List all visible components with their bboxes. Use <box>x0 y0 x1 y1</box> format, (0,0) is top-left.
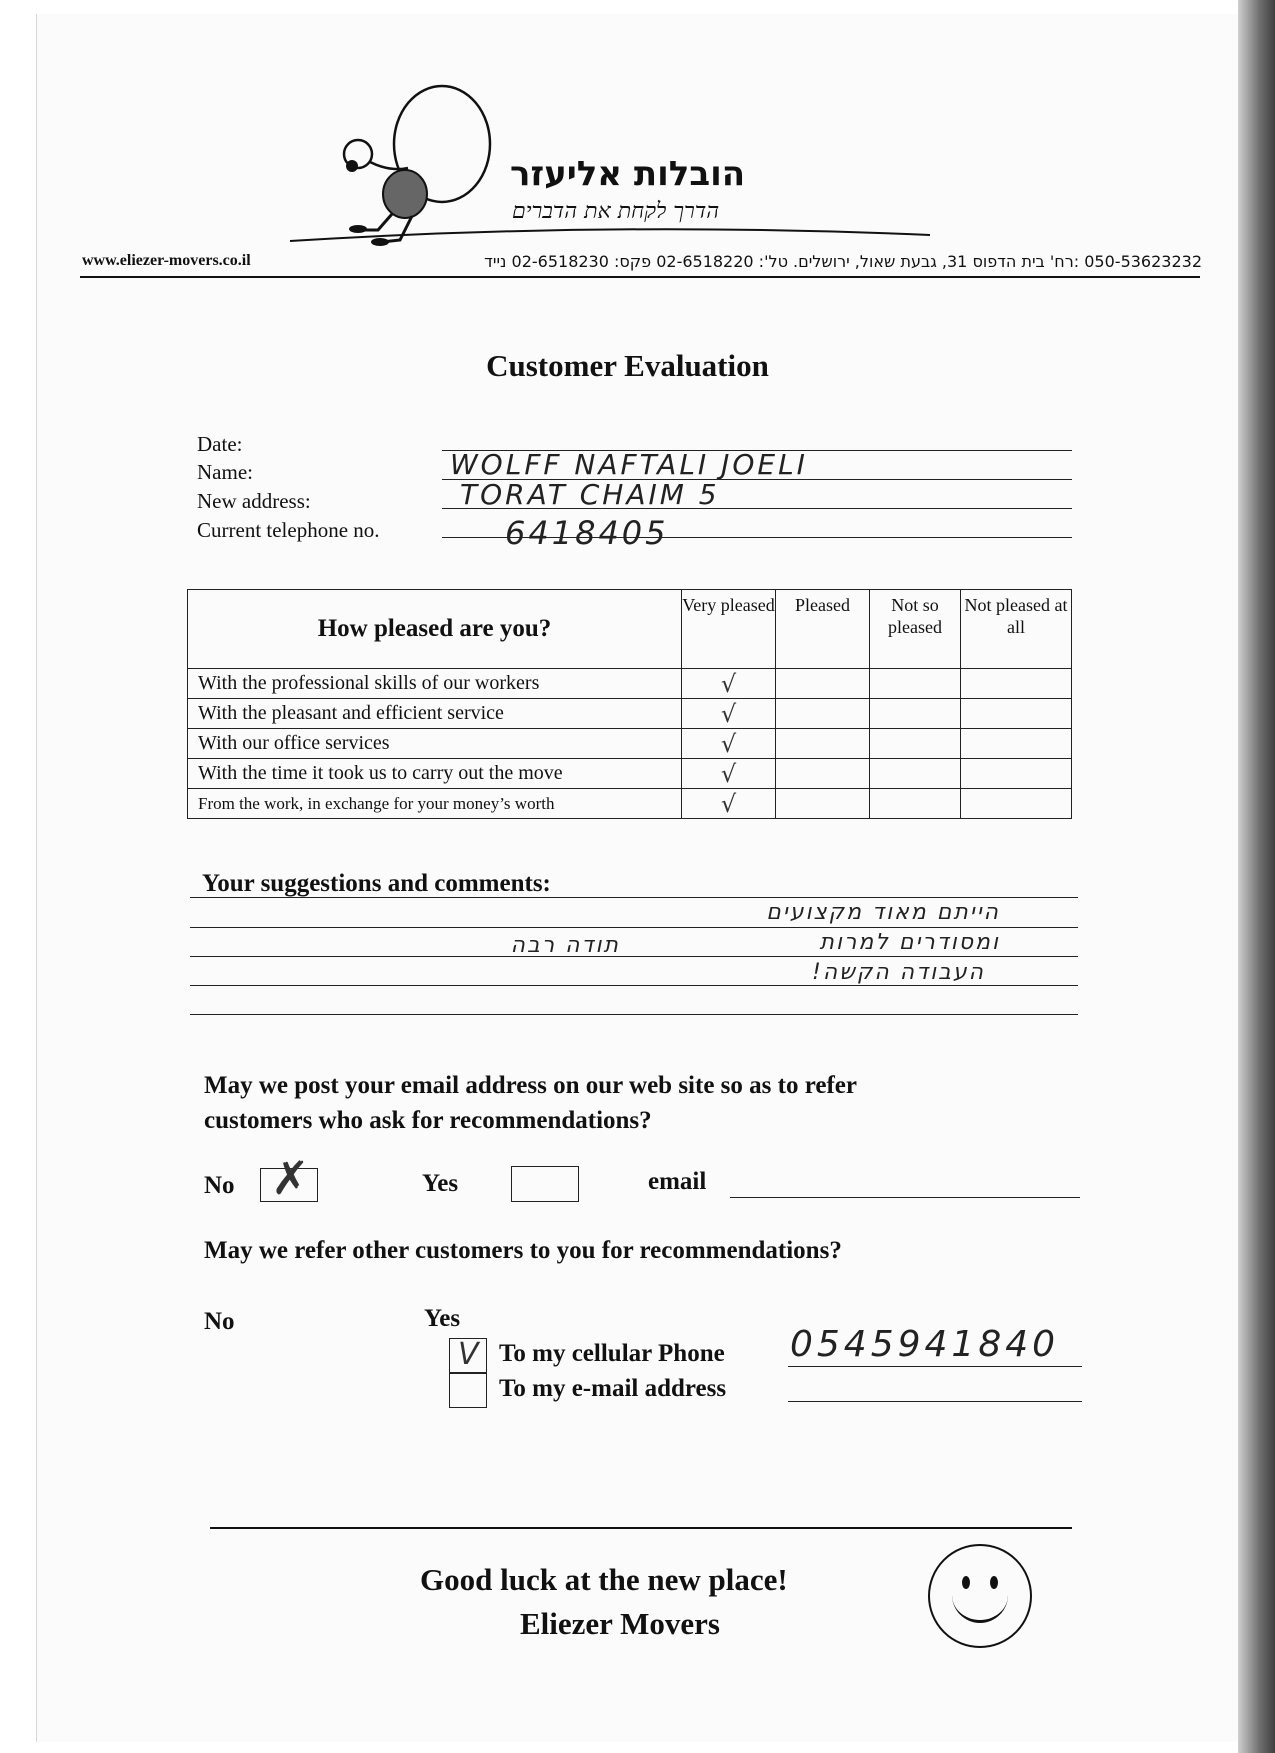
not-so-pleased-checkbox[interactable] <box>870 789 961 819</box>
col-very-pleased: Very pleased <box>682 590 776 669</box>
logo-underline <box>290 225 930 245</box>
col-not-pleased-at-all: Not pleased at all <box>961 590 1072 669</box>
not-so-pleased-checkbox[interactable] <box>870 669 961 699</box>
smiley-eye <box>990 1576 998 1589</box>
suggestions-label: Your suggestions and comments: <box>202 870 551 897</box>
row-label: With the time it took us to carry out the move <box>188 759 682 789</box>
mover-logo-icon <box>330 82 510 247</box>
email-yes-label: Yes <box>422 1170 459 1197</box>
address-value: TORAT CHAIM 5 <box>460 478 720 511</box>
email-no-checkbox[interactable] <box>260 1151 318 1205</box>
row-label: With the professional skills of our workers <box>188 669 682 699</box>
pleased-checkbox[interactable] <box>776 789 870 819</box>
not-pleased-checkbox[interactable] <box>961 789 1072 819</box>
not-so-pleased-checkbox[interactable] <box>870 729 961 759</box>
email-label: email <box>648 1168 707 1195</box>
cellular-input-line[interactable] <box>788 1366 1082 1367</box>
refer-question: May we refer other customers to you for recommendations? <box>204 1237 842 1264</box>
cellular-value: 0545941840 <box>790 1324 1060 1365</box>
phone-label: Current telephone no. <box>197 518 380 542</box>
contact-line <box>82 252 1202 271</box>
very-pleased-checkbox[interactable]: √ <box>682 759 776 789</box>
cellular-label: To my cellular Phone <box>499 1340 725 1367</box>
email-no-mark: ✗ <box>271 1151 310 1205</box>
not-pleased-checkbox[interactable] <box>961 759 1072 789</box>
comment-line[interactable] <box>190 985 1078 986</box>
refer-no-label: No <box>204 1308 235 1335</box>
pleased-checkbox[interactable] <box>776 699 870 729</box>
email-yes-checkbox[interactable] <box>511 1166 579 1202</box>
page-title: Customer Evaluation <box>486 348 769 383</box>
smiley-eye <box>962 1576 970 1589</box>
pleased-checkbox[interactable] <box>776 729 870 759</box>
comment-line[interactable] <box>190 897 1078 898</box>
very-pleased-checkbox[interactable]: √ <box>682 669 776 699</box>
footer-rule <box>210 1527 1072 1529</box>
table-row <box>188 729 1072 759</box>
refer-yes-label: Yes <box>424 1305 461 1332</box>
comment-line[interactable] <box>190 927 1078 928</box>
table-row <box>188 669 1072 699</box>
comment-line[interactable] <box>190 1014 1078 1015</box>
scan-edge <box>1238 0 1275 1753</box>
table-row <box>188 789 1072 819</box>
name-value: WOLFF NAFTALI JOELI <box>450 448 808 481</box>
cellular-mark: V <box>458 1337 479 1372</box>
name-label: Name: <box>197 460 253 484</box>
comment-text-line-2: ומסודרים למרות <box>819 930 1000 955</box>
email-address-checkbox[interactable] <box>449 1372 487 1408</box>
email-no-label: No <box>204 1172 235 1199</box>
smiley-face-icon <box>928 1544 1032 1648</box>
very-pleased-checkbox[interactable]: √ <box>682 699 776 729</box>
row-label: With our office services <box>188 729 682 759</box>
comment-text-line-1: הייתם מאוד מקצועים <box>766 900 1000 925</box>
not-so-pleased-checkbox[interactable] <box>870 759 961 789</box>
email-address-label: To my e-mail address <box>499 1375 727 1402</box>
very-pleased-checkbox[interactable]: √ <box>682 789 776 819</box>
header-rule <box>80 276 1200 278</box>
comment-line[interactable] <box>190 956 1078 957</box>
company-name-hebrew: הובלות אליעזר <box>510 154 746 194</box>
col-not-so-pleased: Not so pleased <box>870 590 961 669</box>
smiley-mouth <box>952 1590 1008 1623</box>
comment-text-line-3: העבודה הקשה! <box>812 960 985 985</box>
not-so-pleased-checkbox[interactable] <box>870 699 961 729</box>
very-pleased-checkbox[interactable]: √ <box>682 729 776 759</box>
company-slogan: הדרך לקחת את הדברים <box>512 199 720 224</box>
email-input-line[interactable] <box>730 1197 1080 1198</box>
email-question-line-2: customers who ask for recommendations? <box>204 1107 652 1134</box>
address-label: New address: <box>197 489 311 513</box>
footer-company: Eliezer Movers <box>520 1606 720 1641</box>
phone-value: 6418405 <box>505 514 669 552</box>
date-label: Date: <box>197 432 243 456</box>
email-question-line-1: May we post your email address on our web site so as to refer <box>204 1072 857 1099</box>
row-label: From the work, in exchange for your money’s worth <box>188 789 682 819</box>
contact-info-hebrew: 050-53623232 :רח' בית הדפוס 31, גבעת שאול, ירושלים. טל': 02-6518220 פקס: 02-6518230 נייד <box>484 252 1202 271</box>
rating-table <box>187 589 1072 819</box>
col-pleased: Pleased <box>776 590 870 669</box>
website-link[interactable]: www.eliezer-movers.co.il <box>82 252 251 269</box>
table-row <box>188 699 1072 729</box>
pleased-checkbox[interactable] <box>776 759 870 789</box>
cellular-checkbox[interactable] <box>449 1338 487 1374</box>
rating-question-header: How pleased are you? <box>188 590 682 669</box>
comment-text-thanks: תודה רבה <box>510 933 620 958</box>
footer-good-luck: Good luck at the new place! <box>420 1562 788 1597</box>
table-row <box>188 759 1072 789</box>
not-pleased-checkbox[interactable] <box>961 669 1072 699</box>
email-address-input-line[interactable] <box>788 1401 1082 1402</box>
not-pleased-checkbox[interactable] <box>961 699 1072 729</box>
not-pleased-checkbox[interactable] <box>961 729 1072 759</box>
row-label: With the pleasant and efficient service <box>188 699 682 729</box>
pleased-checkbox[interactable] <box>776 669 870 699</box>
